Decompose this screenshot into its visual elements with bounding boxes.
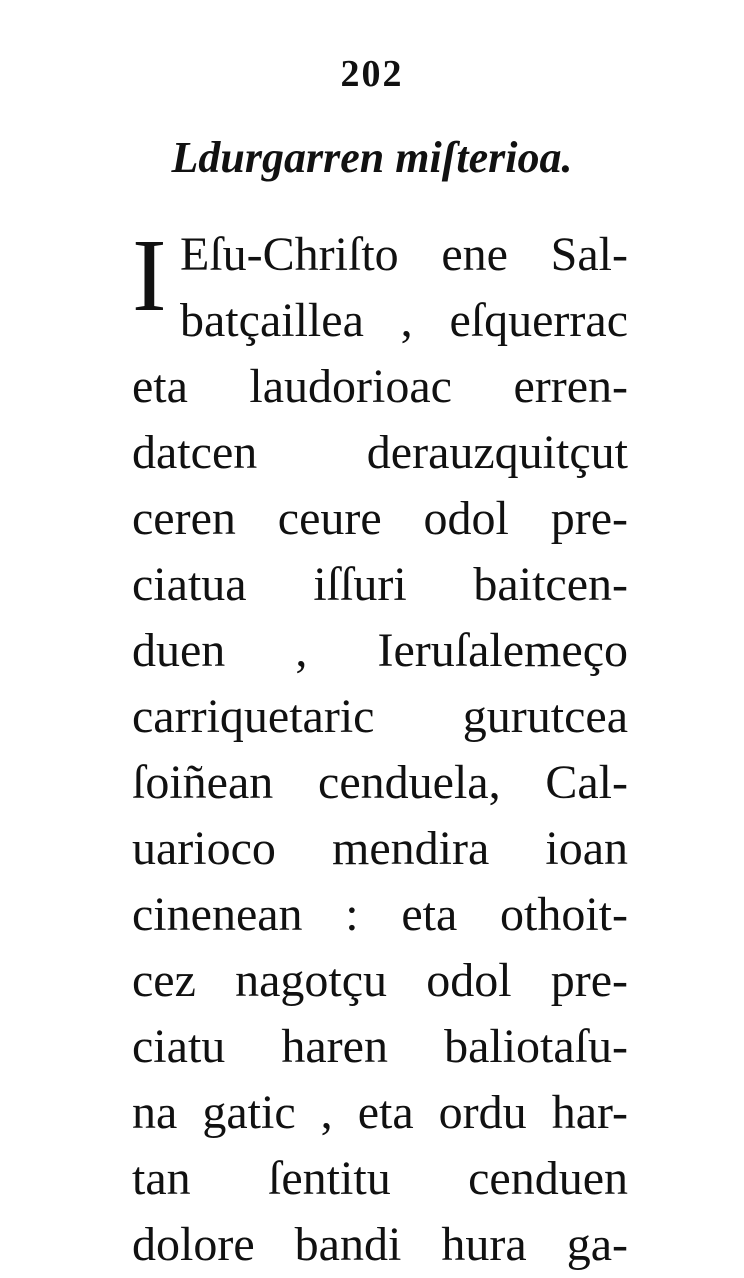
- text-line: duen , Ieruſalemeço: [132, 624, 628, 677]
- drop-cap: I: [132, 218, 167, 333]
- text-line: na gatic , eta ordu har-: [132, 1086, 628, 1139]
- text-line: ciatu haren baliotaſu-: [132, 1020, 628, 1073]
- text-line: cez nagotçu odol pre-: [132, 954, 628, 1007]
- text-line: tan ſentitu cenduen: [132, 1152, 628, 1205]
- page-number: 202: [340, 53, 404, 95]
- text-line: cinenean : eta othoit-: [132, 888, 628, 941]
- text-line: ciatua iſſuri baitcen-: [132, 558, 628, 611]
- text-line-content: Eſu-Chriſto ene Sal-: [180, 228, 628, 281]
- text-line: ſoiñean cenduela, Cal-: [132, 756, 628, 809]
- body-text: [132, 218, 628, 1278]
- text-line: carriquetaric gurutcea: [132, 690, 628, 743]
- text-line: eta laudorioac erren-: [132, 360, 628, 413]
- running-title: Ldurgarren miſterioa.: [171, 133, 573, 182]
- text-line: uarioco mendira ioan: [132, 822, 628, 875]
- text-line: ceren ceure odol pre-: [132, 492, 628, 545]
- text-line: batçaillea , eſquerrac: [180, 294, 628, 347]
- text-line: dolore bandi hura ga-: [132, 1218, 628, 1271]
- text-line: datcen derauzquitçut: [132, 426, 628, 479]
